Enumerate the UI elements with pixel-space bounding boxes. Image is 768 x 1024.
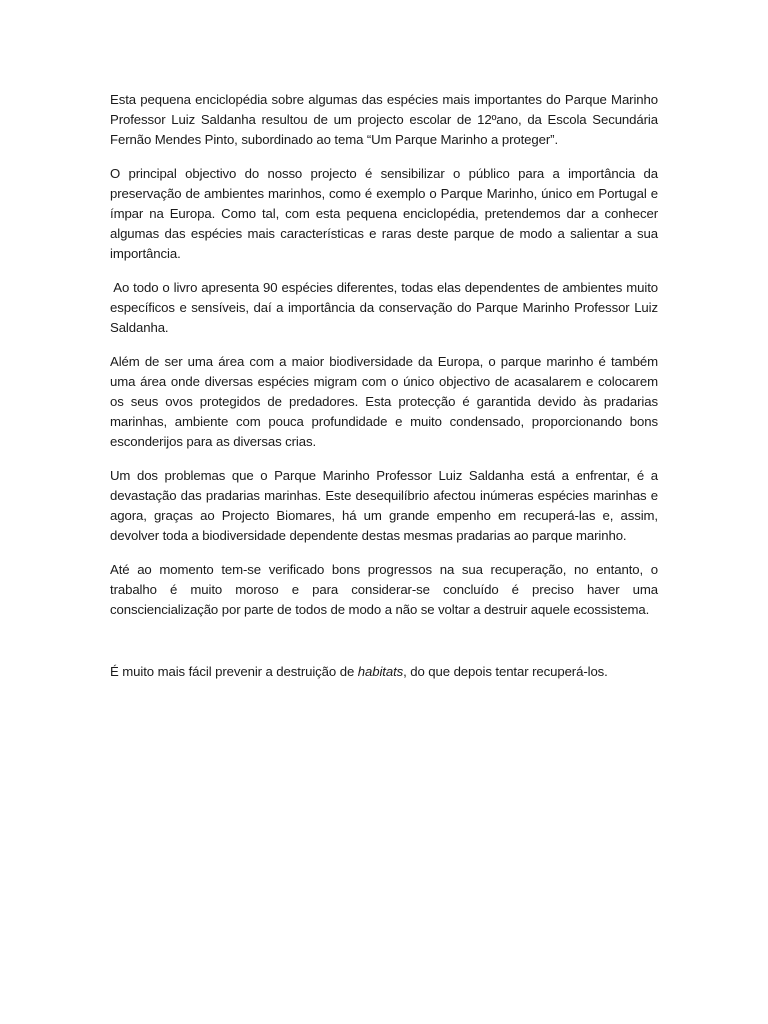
paragraph-objective: O principal objectivo do nosso projecto é sensibilizar o público para a importância da preservação de ambientes marinhos, como é exemplo o Parque Marinho, único em Portugal e ímpar na Europa. Como tal, com esta pequena enciclopédia, pretendemos dar a conhecer algumas das espécies mais características e raras deste parque de modo a salientar a sua importância. [110, 166, 658, 261]
paragraph-biodiversity: Além de ser uma área com a maior biodiversidade da Europa, o parque marinho é também uma área onde diversas espécies migram com o único objectivo de acasalarem e colocarem os seus ovos protegidos de predadores. Esta protecção é garantida devido às pradarias marinhas, ambiente com pouca profundidade e muito condensado, proporcionando bons esconderijos para as diversas crias. [110, 354, 658, 449]
closing-text-after: , do que depois tentar recuperá-los. [403, 664, 608, 679]
closing-text-before: É muito mais fácil prevenir a destruição de [110, 664, 358, 679]
paragraph-species-count: Ao todo o livro apresenta 90 espécies diferentes, todas elas dependentes de ambientes muito específicos e sensíveis, daí a importância da conservação do Parque Marinho Professor Luiz Saldanha. [110, 280, 658, 335]
closing-emphasis: habitats [357, 664, 404, 679]
paragraph-progress: Até ao momento tem-se verificado bons progressos na sua recuperação, no entanto, o trabalho é muito moroso e para considerar-se concluído é preciso haver uma consciencialização por parte de todos de modo a não se voltar a destruir aquele ecossistema. [110, 562, 658, 617]
closing-statement [110, 662, 658, 682]
paragraph-problems: Um dos problemas que o Parque Marinho Professor Luiz Saldanha está a enfrentar, é a devastação das pradarias marinhas. Este desequilíbrio afectou inúmeras espécies marinhas e agora, graças ao Projecto Biomares, há um grande empenho em recuperá-las e, assim, devolver toda a biodiversidade dependente destas mesmas pradarias ao parque marinho. [110, 468, 658, 543]
document-page [110, 90, 658, 682]
paragraph-intro: Esta pequena enciclopédia sobre algumas das espécies mais importantes do Parque Marinho Professor Luiz Saldanha resultou de um projecto escolar de 12ºano, da Escola Secundária Fernão Mendes Pinto, subordinado ao tema “Um Parque Marinho a proteger”. [110, 92, 658, 147]
paragraph-spacer [110, 634, 658, 662]
